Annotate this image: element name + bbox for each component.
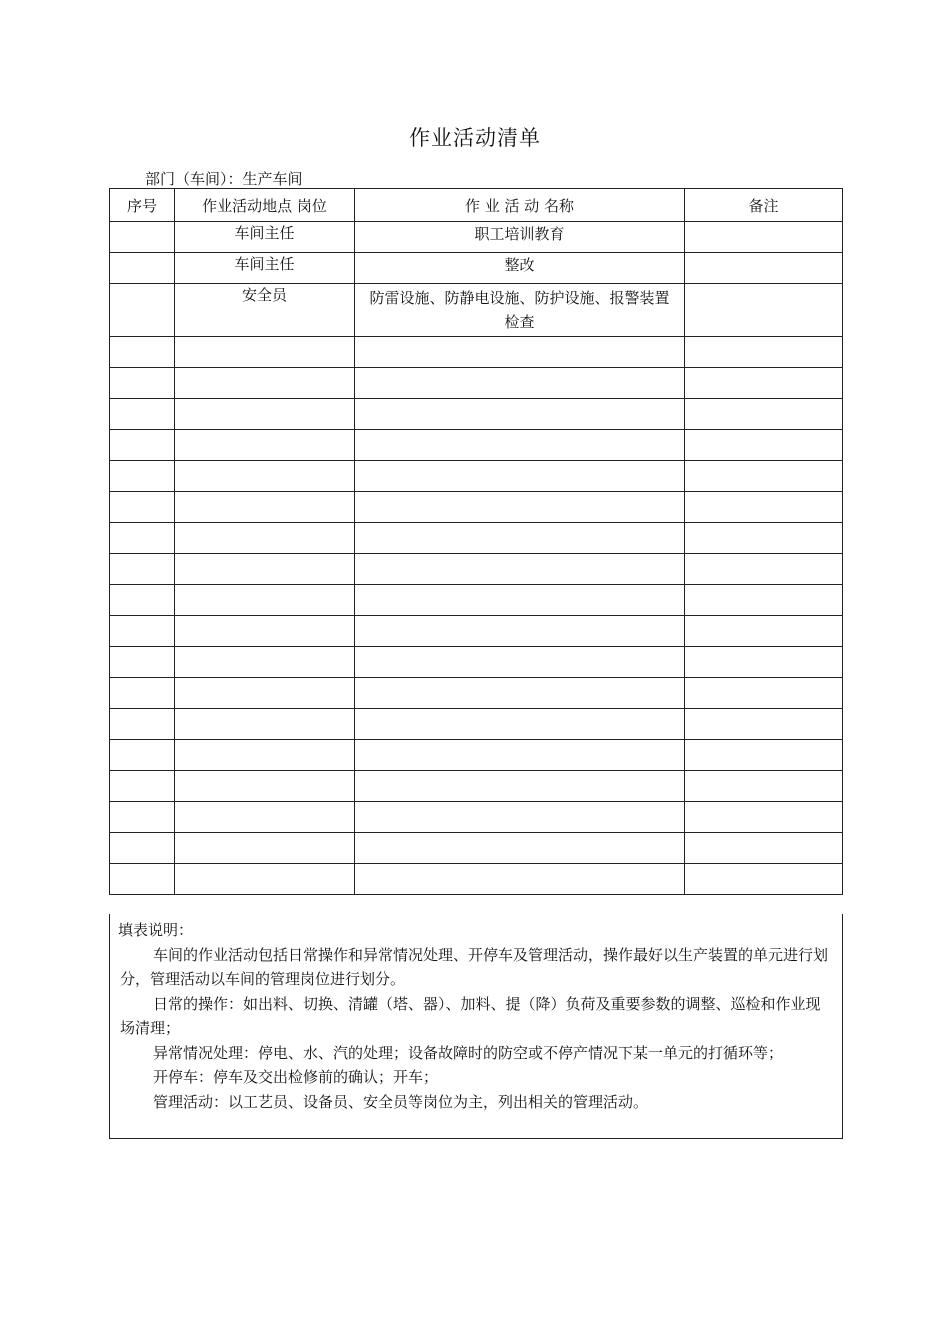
cell-remark[interactable] xyxy=(685,399,843,430)
cell-place[interactable] xyxy=(175,647,355,678)
cell-activity[interactable] xyxy=(355,802,685,833)
cell-activity[interactable] xyxy=(355,399,685,430)
cell-remark[interactable] xyxy=(685,368,843,399)
table-row-empty xyxy=(110,833,843,864)
cell-remark[interactable] xyxy=(685,864,843,895)
cell-place[interactable] xyxy=(175,430,355,461)
empty-rows xyxy=(110,337,843,895)
cell-index[interactable] xyxy=(110,833,175,864)
page-title: 作业活动清单 xyxy=(409,126,541,150)
cell-activity[interactable] xyxy=(355,554,685,585)
table-row-empty xyxy=(110,647,843,678)
cell-index[interactable] xyxy=(110,399,175,430)
cell-activity[interactable]: 防雷设施、防静电设施、防护设施、报警装置检查 xyxy=(355,284,685,337)
cell-remark[interactable] xyxy=(685,585,843,616)
cell-place[interactable]: 车间主任 xyxy=(175,253,355,284)
cell-activity[interactable] xyxy=(355,461,685,492)
table-row-empty xyxy=(110,337,843,368)
cell-place[interactable] xyxy=(175,337,355,368)
cell-place[interactable] xyxy=(175,802,355,833)
cell-index[interactable] xyxy=(110,802,175,833)
cell-activity[interactable] xyxy=(355,368,685,399)
cell-index[interactable] xyxy=(110,647,175,678)
cell-place[interactable] xyxy=(175,585,355,616)
cell-activity[interactable] xyxy=(355,864,685,895)
cell-remark[interactable] xyxy=(685,284,843,337)
cell-activity[interactable] xyxy=(355,709,685,740)
table-row xyxy=(110,222,843,253)
cell-activity[interactable]: 职工培训教育 xyxy=(355,222,685,253)
cell-index[interactable] xyxy=(110,284,175,337)
cell-place[interactable] xyxy=(175,461,355,492)
cell-index[interactable] xyxy=(110,461,175,492)
table-row-empty xyxy=(110,709,843,740)
cell-index[interactable] xyxy=(110,585,175,616)
cell-index[interactable] xyxy=(110,368,175,399)
cell-place[interactable] xyxy=(175,771,355,802)
cell-remark[interactable] xyxy=(685,647,843,678)
cell-remark[interactable] xyxy=(685,771,843,802)
table-row-empty xyxy=(110,554,843,585)
cell-activity[interactable] xyxy=(355,771,685,802)
cell-remark[interactable] xyxy=(685,616,843,647)
header-index: 序号 xyxy=(110,189,175,222)
header-remark: 备注 xyxy=(685,189,843,222)
cell-remark[interactable] xyxy=(685,554,843,585)
cell-activity[interactable] xyxy=(355,492,685,523)
cell-index[interactable] xyxy=(110,222,175,253)
cell-activity[interactable] xyxy=(355,585,685,616)
cell-remark[interactable] xyxy=(685,678,843,709)
cell-remark[interactable] xyxy=(685,833,843,864)
cell-activity[interactable] xyxy=(355,430,685,461)
cell-place[interactable] xyxy=(175,833,355,864)
cell-place[interactable] xyxy=(175,709,355,740)
cell-activity[interactable] xyxy=(355,523,685,554)
cell-activity[interactable] xyxy=(355,678,685,709)
cell-activity[interactable] xyxy=(355,833,685,864)
cell-place[interactable] xyxy=(175,678,355,709)
cell-index[interactable] xyxy=(110,253,175,284)
table-row-empty xyxy=(110,368,843,399)
cell-index[interactable] xyxy=(110,337,175,368)
cell-place[interactable] xyxy=(175,616,355,647)
cell-activity[interactable] xyxy=(355,647,685,678)
cell-place[interactable] xyxy=(175,492,355,523)
cell-remark[interactable] xyxy=(685,337,843,368)
cell-remark[interactable] xyxy=(685,253,843,284)
notes-paragraph: 开停车：停车及交出检修前的确认；开车； xyxy=(153,1068,439,1086)
table-row xyxy=(110,284,843,337)
cell-remark[interactable] xyxy=(685,430,843,461)
table-row-empty xyxy=(110,616,843,647)
cell-activity[interactable] xyxy=(355,616,685,647)
cell-index[interactable] xyxy=(110,616,175,647)
cell-place[interactable] xyxy=(175,554,355,585)
notes-paragraph: 管理活动：以工艺员、设备员、安全员等岗位为主，列出相关的管理活动。 xyxy=(153,1092,649,1111)
cell-index[interactable] xyxy=(110,740,175,771)
cell-place[interactable] xyxy=(175,399,355,430)
cell-place[interactable] xyxy=(175,864,355,895)
cell-place[interactable] xyxy=(175,523,355,554)
cell-index[interactable] xyxy=(110,430,175,461)
cell-index[interactable] xyxy=(110,523,175,554)
cell-remark[interactable] xyxy=(685,461,843,492)
table-row xyxy=(110,253,843,284)
department-line: 部门（车间）：生产车间 xyxy=(145,170,303,188)
cell-activity[interactable] xyxy=(355,740,685,771)
cell-place[interactable]: 车间主任 xyxy=(175,222,355,253)
cell-index[interactable] xyxy=(110,492,175,523)
cell-place[interactable]: 安全员 xyxy=(175,284,355,337)
cell-remark[interactable] xyxy=(685,740,843,771)
notes-paragraph: 车间的作业活动包括日常操作和异常情况处理、开停车及管理活动，操作最好以生产装置的单元进行划分，管理活动以车间的管理岗位进行划分。 xyxy=(120,945,829,988)
notes-heading: 填表说明： xyxy=(118,921,194,939)
notes-paragraph: 异常情况处理：停电、水、汽的处理；设备故障时的防空或不停产情况下某一单元的打循环等； xyxy=(153,1043,784,1062)
cell-index[interactable] xyxy=(110,709,175,740)
cell-index[interactable] xyxy=(110,864,175,895)
fill-instructions xyxy=(109,914,843,1139)
cell-remark[interactable] xyxy=(685,802,843,833)
table-row-empty xyxy=(110,523,843,554)
table-row-empty xyxy=(110,740,843,771)
cell-place[interactable] xyxy=(175,368,355,399)
header-activity: 作 业 活 动 名称 xyxy=(355,189,685,222)
table-row-empty xyxy=(110,430,843,461)
table-row-empty xyxy=(110,771,843,802)
cell-activity[interactable] xyxy=(355,337,685,368)
table-row-empty xyxy=(110,399,843,430)
cell-remark[interactable] xyxy=(685,709,843,740)
cell-place[interactable] xyxy=(175,740,355,771)
cell-remark[interactable] xyxy=(685,222,843,253)
table-row-empty xyxy=(110,461,843,492)
table-row-empty xyxy=(110,492,843,523)
table-row-empty xyxy=(110,802,843,833)
cell-index[interactable] xyxy=(110,771,175,802)
header-place: 作业活动地点 岗位 xyxy=(175,189,355,222)
table-row-empty xyxy=(110,864,843,895)
cell-index[interactable] xyxy=(110,554,175,585)
table-row-empty xyxy=(110,678,843,709)
cell-activity[interactable]: 整改 xyxy=(355,253,685,284)
table-header-row xyxy=(110,189,843,222)
notes-paragraph: 日常的操作：如出料、切换、清罐（塔、器）、加料、提（降）负荷及重要参数的调整、巡检和作业现场清理； xyxy=(120,994,821,1037)
table-row-empty xyxy=(110,585,843,616)
activity-table xyxy=(109,188,843,895)
cell-remark[interactable] xyxy=(685,492,843,523)
cell-remark[interactable] xyxy=(685,523,843,554)
cell-index[interactable] xyxy=(110,678,175,709)
